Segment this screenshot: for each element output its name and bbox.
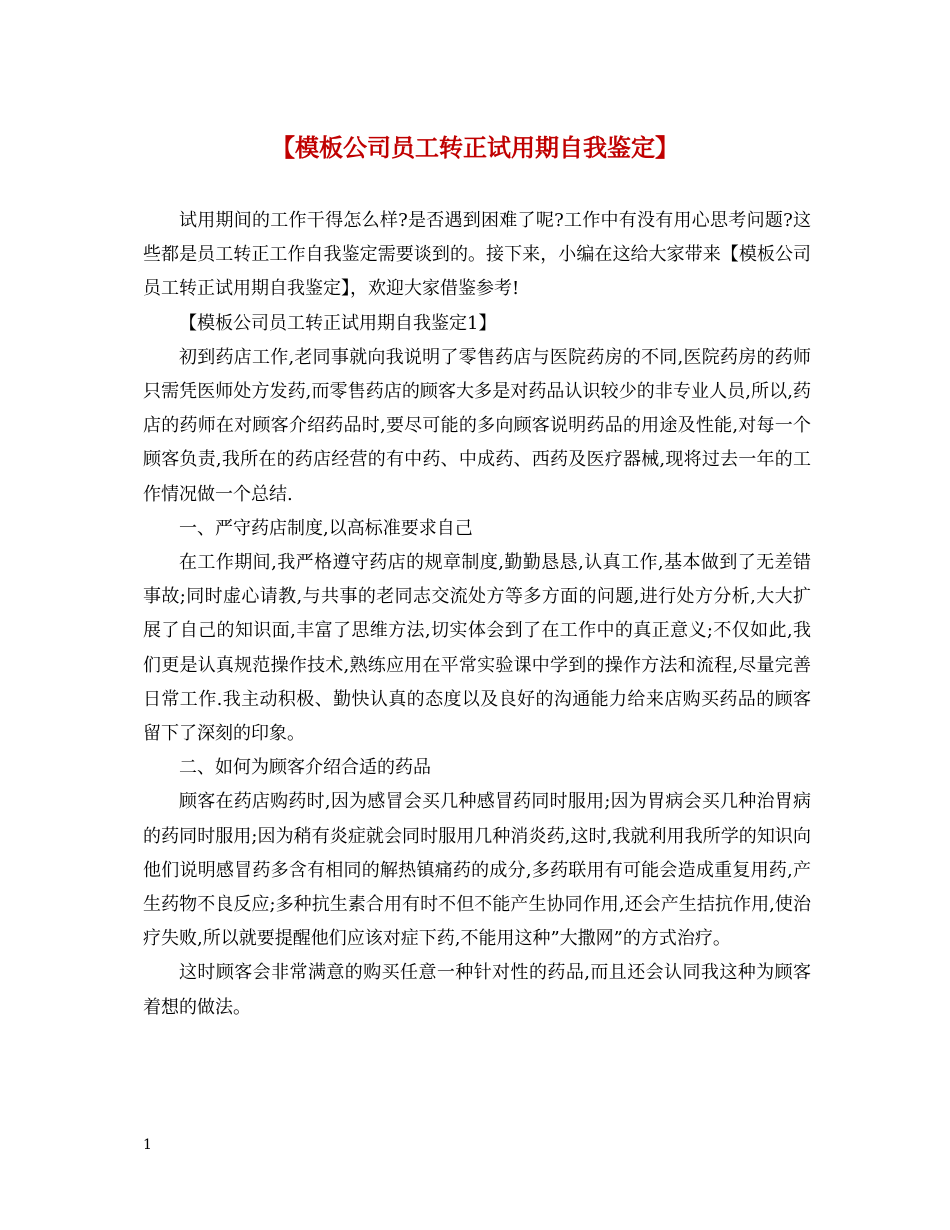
subheading-1: 一、严守药店制度,以高标准要求自己 [179,517,473,539]
section-heading-1: 【模板公司员工转正试用期自我鉴定1】 [179,312,497,334]
intro-paragraph: 试用期间的工作干得怎么样?是否遇到困难了呢?工作中有没有用心思考问题?这些都是员工转正工作自我鉴定需要谈到的。接下来，小编在这给大家带来【模板公司员工转正试用期自我鉴定】，欢迎大家借鉴参考! [143,210,811,300]
body-paragraph: 初到药店工作,老同事就向我说明了零售药店与医院药房的不同,医院药房的药师只需凭医师处方发药,而零售药店的顾客大多是对药品认识较少的非专业人员,所以,药店的药师在对顾客介绍药品时,要尽可能的多向顾客说明药品的用途及性能,对每一个顾客负责,我所在的药店经营的有中药、中成药、西药及医疗器械,现将过去一年的工作情况做一个总结. [143,346,811,505]
document-body [143,204,811,1025]
body-paragraph: 这时顾客会非常满意的购买任意一种针对性的药品,而且还会认同我这种为顾客着想的做法。 [143,962,811,1018]
page-number: 1 [143,1137,152,1153]
body-paragraph: 在工作期间,我严格遵守药店的规章制度,勤勤恳恳,认真工作,基本做到了无差错事故;同时虚心请教,与共事的老同志交流处方等多方面的问题,进行处方分析,大大扩展了自己的知识面,丰富了思维方法,切实体会到了在工作中的真正意义;不仅如此,我们更是认真规范操作技术,熟练应用在平常实验课中学到的操作方法和流程,尽量完善日常工作.我主动积极、勤快认真的态度以及良好的沟通能力给来店购买药品的顾客留下了深刻的印象。 [143,552,811,745]
body-paragraph: 顾客在药店购药时,因为感冒会买几种感冒药同时服用;因为胃病会买几种治胃病的药同时服用;因为稍有炎症就会同时服用几种消炎药,这时,我就利用我所学的知识向他们说明感冒药多含有相同的解热镇痛药的成分,多药联用有可能会造成重复用药,产生药物不良反应;多种抗生素合用有时不但不能产生协同作用,还会产生拮抗作用,使治疗失败,所以就要提醒他们应该对症下药,不能用这种”大撒网”的方式治疗。 [143,791,811,950]
subheading-2: 二、如何为顾客介绍合适的药品 [179,757,431,779]
document-title: 【模板公司员工转正试用期自我鉴定】 [271,133,679,162]
